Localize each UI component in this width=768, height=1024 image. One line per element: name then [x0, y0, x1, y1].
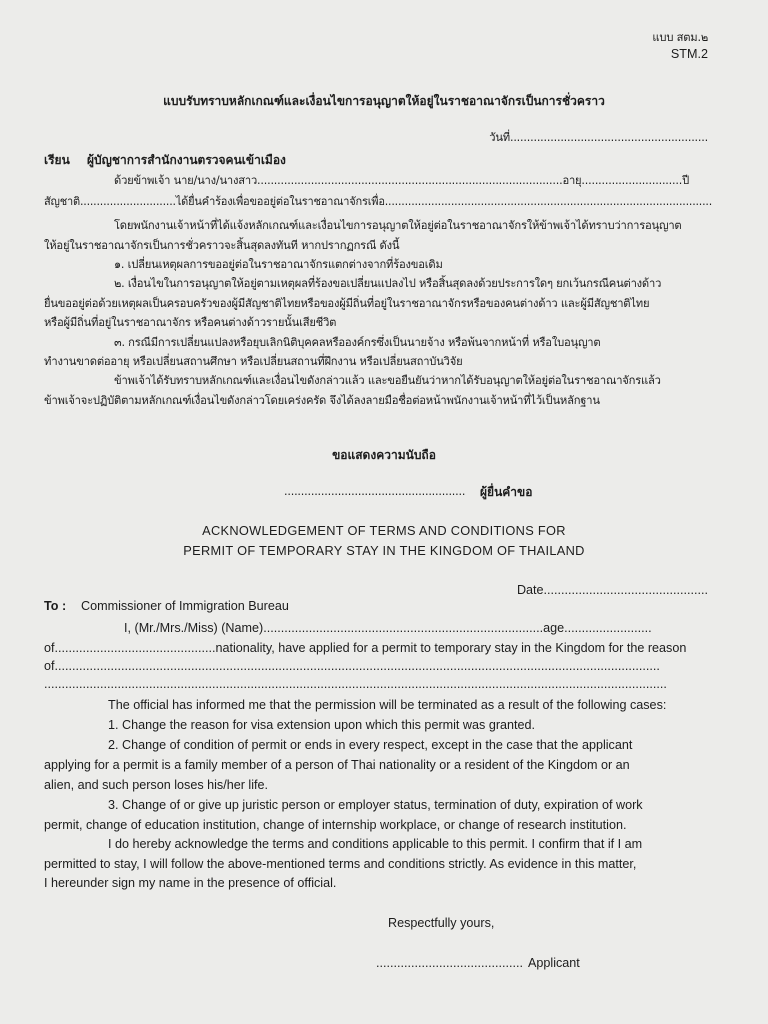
english-name-line: I, (Mr./Mrs./Miss) (Name)................................................................................age.........................	[124, 621, 652, 635]
thai-to-name: ผู้บัญชาการสำนักงานตรวจคนเข้าเมือง	[87, 153, 286, 167]
english-item2-line3: alien, and such person loses his/her life.	[44, 778, 269, 792]
thai-nationality-line: สัญชาติ.............................ได้ยื่นคำร้องเพื่อขออยู่ต่อในราชอาณาจักรเพื่อ...................................................................................................	[44, 195, 713, 208]
thai-ack-line1: ข้าพเจ้าได้รับทราบหลักเกณฑ์และเงื่อนไขดังกล่าวแล้ว และขอยืนยันว่าหากได้รับอนุญาตให้อยู่ต่อในราชอาณาจักรแล้ว	[114, 374, 661, 387]
english-item1: 1. Change the reason for visa extension upon which this permit was granted.	[108, 718, 536, 732]
english-ack-line3: I hereunder sign my name in the presence of official.	[44, 876, 337, 890]
thai-date-line: วันที่...........................................................	[489, 131, 708, 144]
english-applicant-label: Applicant	[528, 956, 580, 970]
thai-item2-line1: ๒. เงื่อนไขในการอนุญาตให้อยู่ตามเหตุผลที่ร้องขอเปลี่ยนแปลงไป หรือสิ้นสุดลงด้วยประการใดๆ ยกเว้นกรณีคนต่างด้าว	[114, 277, 662, 290]
thai-item1: ๑. เปลี่ยนเหตุผลการขออยู่ต่อในราชอาณาจักรแตกต่างจากที่ร้องขอเดิม	[114, 258, 443, 271]
thai-signature-line: ......................................................	[284, 485, 466, 498]
form-code-thai: แบบ สตม.๒	[652, 31, 708, 44]
english-intro: The official has informed me that the permission will be terminated as a result of the following cases:	[108, 698, 667, 712]
english-to-label: To :	[44, 599, 67, 613]
english-ack-line1: I do hereby acknowledge the terms and conditions applicable to this permit. I confirm that if I am	[108, 837, 643, 851]
english-ack-line2: permitted to stay, I will follow the above-mentioned terms and conditions strictly. As evidence in this matter,	[44, 857, 637, 871]
english-closing: Respectfully yours,	[388, 916, 495, 930]
thai-item3-line2: ทำงานขาดต่ออายุ หรือเปลี่ยนสถานศึกษา หรือเปลี่ยนสถานที่ฝึกงาน หรือเปลี่ยนสถาบันวิจัย	[44, 355, 463, 368]
english-item3-line2: permit, change of education institution, change of internship workplace, or change of research institution.	[44, 818, 627, 832]
thai-title: แบบรับทราบหลักเกณฑ์และเงื่อนไขการอนุญาตให้อยู่ในราชอาณาจักรเป็นการชั่วคราว	[163, 94, 605, 108]
english-title-line2: PERMIT OF TEMPORARY STAY IN THE KINGDOM OF THAILAND	[183, 543, 585, 558]
thai-ack-line2: ข้าพเจ้าจะปฏิบัติตามหลักเกณฑ์เงื่อนไขดังกล่าวโดยเคร่งครัด จึงได้ลงลายมือชื่อต่อหน้าพนักงานเจ้าหน้าที่ไว้เป็นหลักฐาน	[44, 394, 600, 407]
thai-closing: ขอแสดงความนับถือ	[332, 448, 436, 462]
form-code-english: STM.2	[670, 47, 708, 61]
english-title-line1: ACKNOWLEDGEMENT OF TERMS AND CONDITIONS FOR	[202, 523, 566, 538]
english-signature-line: ..........................................	[376, 956, 523, 970]
thai-para1-line1: โดยพนักงานเจ้าหน้าที่ได้แจ้งหลักเกณฑ์และเงื่อนไขการอนุญาตให้อยู่ต่อในราชอาณาจักรให้ข้าพเจ้าได้ทราบว่าการอนุญาต	[114, 219, 682, 232]
thai-name-line: ด้วยข้าพเจ้า นาย/นาง/นางสาว...........................................................................................อายุ..............................ปี	[114, 174, 689, 187]
english-reason-line-2: ..................................................................................................................................................................................	[44, 677, 667, 691]
english-item2-line1: 2. Change of condition of permit or ends in every respect, except in the case that the applicant	[108, 738, 633, 752]
english-to-name: Commissioner of Immigration Bureau	[81, 599, 289, 613]
thai-item2-line2: ยื่นขออยู่ต่อด้วยเหตุผลเป็นครอบครัวของผู้มีสัญชาติไทยหรือของผู้มีถิ่นที่อยู่ในราชอาณาจักรหรือของคนต่างด้าว และผู้มีสัญชาติไทย	[44, 297, 650, 310]
english-reason-line: of.............................................................................................................................................................................	[44, 659, 660, 673]
thai-applicant-label: ผู้ยื่นคำขอ	[480, 485, 533, 499]
english-nationality-line: of..............................................nationality, have applied for a permit to temporary stay in the Kingdom for the reason	[44, 641, 687, 655]
english-item2-line2: applying for a permit is a family member of a person of Thai nationality or a resident of the Kingdom or an	[44, 758, 630, 772]
thai-para1-line2: ให้อยู่ในราชอาณาจักรเป็นการชั่วคราวจะสิ้นสุดลงทันที หากปรากฏกรณี ดังนี้	[44, 239, 400, 252]
english-item3-line1: 3. Change of or give up juristic person or employer status, termination of duty, expiration of work	[108, 798, 643, 812]
english-date-line: Date...............................................	[516, 583, 708, 597]
thai-item2-line3: หรือผู้มีถิ่นที่อยู่ในราชอาณาจักร หรือคนต่างด้าวรายนั้นเสียชีวิต	[44, 316, 337, 329]
thai-to-label: เรียน	[44, 153, 70, 167]
thai-item3-line1: ๓. กรณีมีการเปลี่ยนแปลงหรือยุบเลิกนิติบุคคลหรือองค์กรซึ่งเป็นนายจ้าง หรือพ้นจากหน้าที่ หรือใบอนุญาต	[114, 336, 601, 349]
